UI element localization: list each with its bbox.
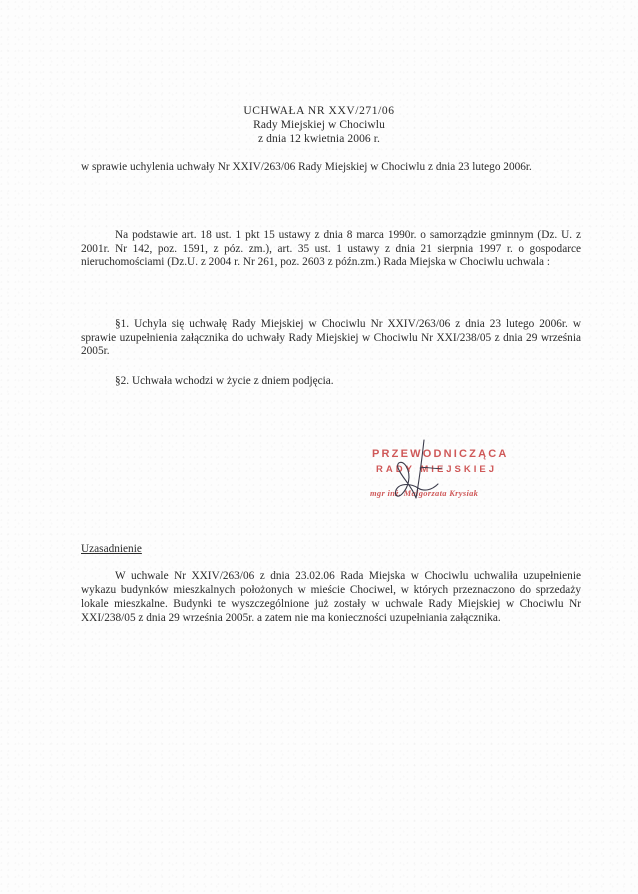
legal-basis-paragraph: Na podstawie art. 18 ust. 1 pkt 15 ustawy z dnia 8 marca 1990r. o samorządzie gminnym (Dz. U. z 2001r. Nr 142, poz. 1591, z póz. zm.), art. 35 ust. 1 ustawy z dnia 21 sierpnia 1997 r. o gospodarce nieruchomościami (Dz.U. z 2004 r. Nr 261, poz. 2603 z późn.zm.) Rada Miejska w Chociwlu uchwala : [81, 229, 581, 269]
justification-heading: Uzasadnienie [81, 543, 142, 555]
section-1-paragraph: §1. Uchyla się uchwałę Rady Miejskiej w Chociwlu Nr XXIV/263/06 z dnia 23 lutego 2006r. w sprawie uzupełnienia załącznika do uchwały Rady Miejskiej w Chociwlu Nr XXI/238/05 z dnia 29 września 2005r. [81, 318, 581, 358]
resolution-date: z dnia 12 kwietnia 2006 r. [257, 133, 381, 145]
stamp-title: PRZEWODNICZĄCA [372, 448, 509, 460]
resolution-header [0, 104, 638, 146]
resolution-subject: w sprawie uchylenia uchwały Nr XXIV/263/06 Rady Miejskiej w Chociwlu z dnia 23 lutego 2006r. [81, 161, 532, 173]
resolution-title: UCHWAŁA NR XXV/271/06 [243, 105, 395, 117]
handwritten-signature [372, 438, 452, 508]
stamp-name: mgr inż. Małgorzata Krysiak [370, 488, 479, 498]
resolution-issuer: Rady Miejskiej w Chociwlu [253, 119, 385, 131]
justification-body: W uchwale Nr XXIV/263/06 z dnia 23.02.06 Rada Miejska w Chociwlu uchwaliła uzupełnienie wykazu budynków mieszkalnych położonych w mieście Chociwel, w których przeznaczono do sprzedaży lokale mieszkalne. Budynki te wyszczególnione już zostały w uchwale Rady Miejskiej w Chociwlu Nr XXI/238/05 z dnia 29 września 2005r. a zatem nie ma konieczności uzupełniania załącznika. [81, 570, 581, 624]
section-2-paragraph: §2. Uchwała wchodzi w życie z dniem podjęcia. [115, 375, 334, 387]
stamp-council: RADY MIEJSKIEJ [376, 464, 498, 475]
